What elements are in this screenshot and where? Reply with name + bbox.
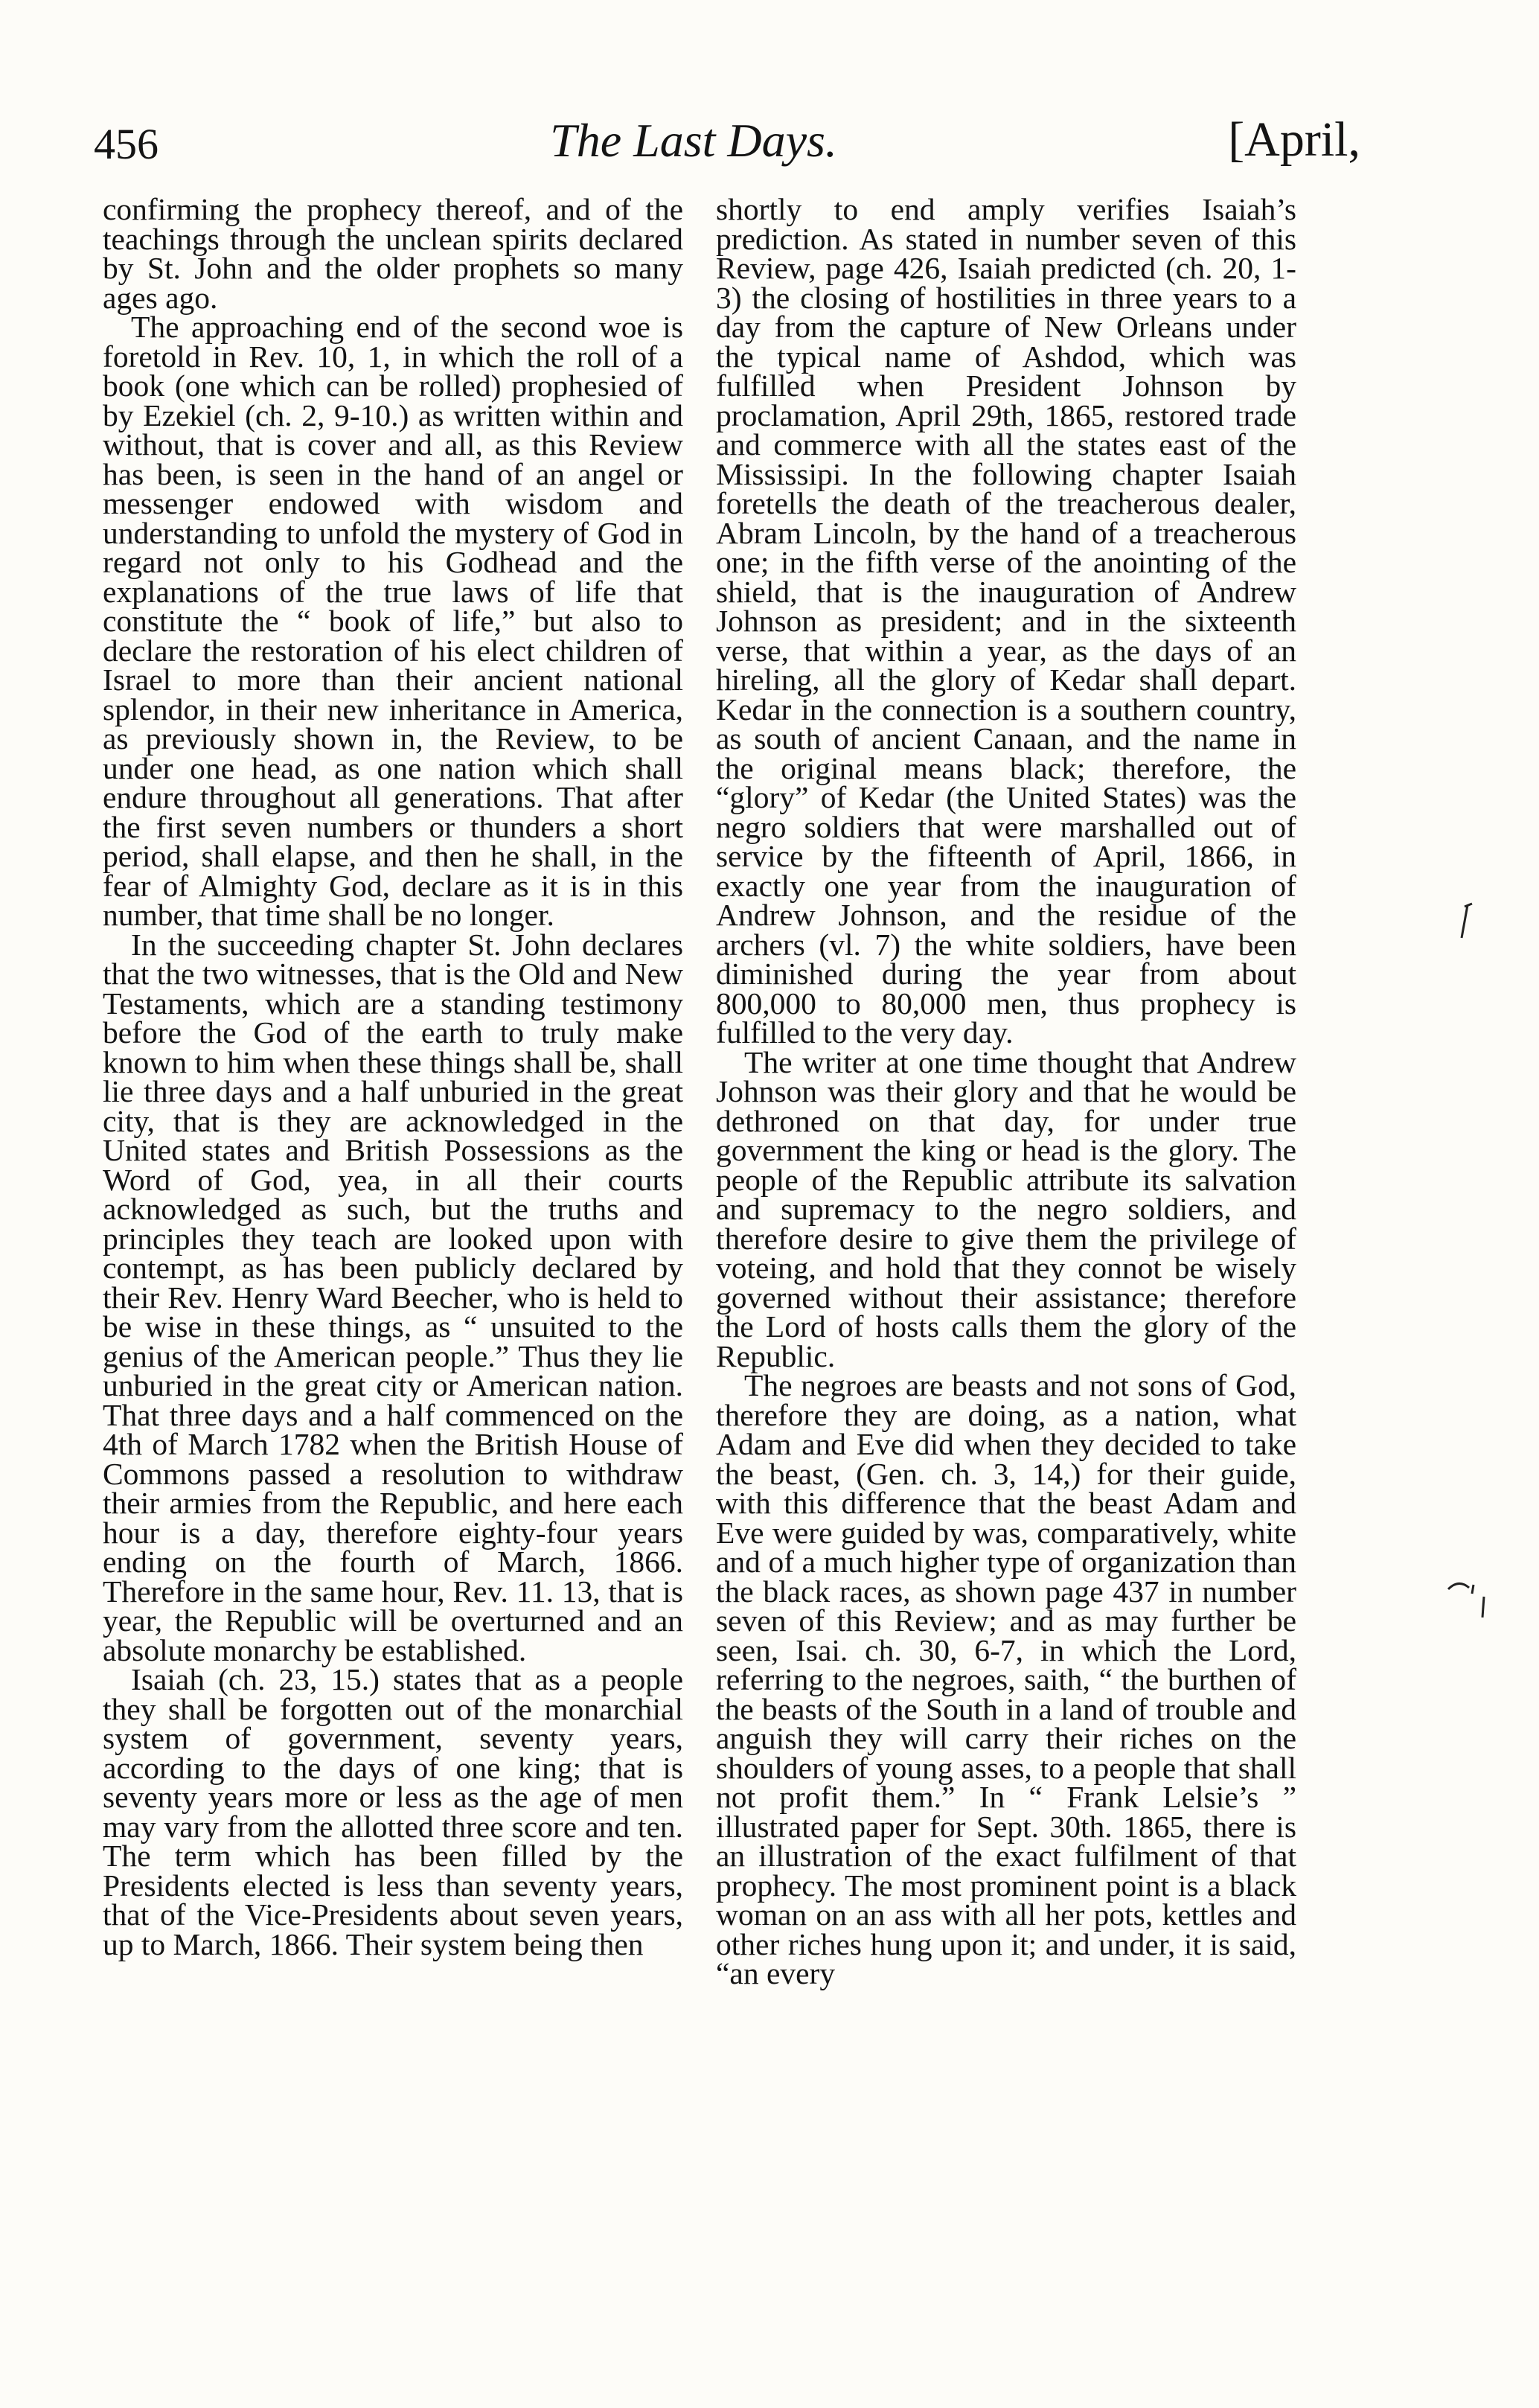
paragraph: confirming the prophecy thereof, and of the teachings through the unclean spirits declared by St. John and the older prophets so many ages ago. [103, 192, 683, 315]
left-column [103, 192, 683, 1961]
right-column [716, 192, 1296, 1990]
paragraph: The writer at one time thought that Andrew Johnson was their glory and that he would be dethroned on that day, for under true government the king or head is the glory. The people of the Republic attribute its salvation and supremacy to the negro soldiers, and therefore desire to give them the privilege of voteing, and hold that they connot be wisely governed without their assistance; therefore the Lord of hosts calls them the glory of the Republic. [716, 1044, 1296, 1373]
margin-pencil-mark [1444, 1574, 1496, 1626]
running-title: The Last Days. [550, 114, 837, 167]
paragraph: The negroes are beasts and not sons of God, therefore they are doing, as a nation, what Adam and Eve did when they decided to take the beast, (Gen. ch. 3, 14,) for their guide, with this difference that the beast Adam and Eve were guided by was, comparatively, white and of a much higher type of organization than the black races, as shown page 437 in number seven of this Review; and as may further be seen, Isai. ch. 30, 6-7, in which the Lord, referring to the negroes, saith, “ the burthen of the beasts of the South in a land of trouble and anguish they will carry their riches on the shoulders of young asses, to a people that shall not profit them.” In “ Frank Lelsie’s ” illustrated paper for Sept. 30th. 1865, there is an illustration of the exact fulfilment of that prophecy. The most prominent point is a black woman on an ass with all her pots, kettles and other riches hung upon it; and under, it is said, “an every [716, 1368, 1296, 1990]
page-header [94, 112, 1360, 179]
margin-pencil-mark [1451, 901, 1481, 945]
paragraph: Isaiah (ch. 23, 15.) states that as a people they shall be forgotten out of the monarchial system of government, seventy years, according to the days of one king; that is seventy years more or less as the age of men may vary from the allotted three score and ten. The term which has been filled by the Presidents elected is less than seventy years, that of the Vice-Presidents about seven years, up to March, 1866. Their system being then [103, 1662, 683, 1961]
paragraph: shortly to end amply verifies Isaiah’s prediction. As stated in number seven of this Review, page 426, Isaiah predicted (ch. 20, 1-3) the closing of hostilities in three years to a day from the capture of New Orleans under the typical name of Ashdod, which was fulfilled when President Johnson by proclamation, April 29th, 1865, restored trade and commerce with all the states east of the Mississipi. In the following chapter Isaiah foretells the death of the treacherous dealer, Abram Lincoln, by the hand of a treacherous one; in the fifth verse of the anointing of the shield, that is the inauguration of Andrew Johnson as president; and in the sixteenth verse, that within a year, as the days of an hireling, all the glory of Kedar shall depart. Kedar in the connection is a southern country, as south of ancient Canaan, and the name in the original means black; therefore, the “glory” of Kedar (the United States) was the negro soldiers that were marshalled out of service by the fifteenth of April, 1866, in exactly one year from the inauguration of Andrew Johnson, and the residue of the archers (vl. 7) the white soldiers, have been diminished during the year from about 800,000 to 80,000 men, thus prophecy is fulfilled to the very day. [716, 192, 1296, 1050]
page-number: 456 [94, 120, 159, 168]
paragraph: The approaching end of the second woe is foretold in Rev. 10, 1, in which the roll of a book (one which can be rolled) prophesied of by Ezekiel (ch. 2, 9-10.) as written within and without, that is cover and all, as this Review has been, is seen in the hand of an angel or messenger endowed with wisdom and understanding to unfold the mystery of God in regard not only to his Godhead and the explanations of the true laws of life that constitute the “ book of life,” but also to declare the restoration of his elect children of Israel to more than their ancient national splendor, in their new inheritance in America, as previously shown in, the Review, to be under one head, as one nation which shall endure throughout all generations. That after the first seven numbers or thunders a short period, shall elapse, and then he shall, in the fear of Almighty God, declare as it is in this number, that time shall be no longer. [103, 310, 683, 932]
paragraph: In the succeeding chapter St. John declares that the two witnesses, that is the Old and New Testaments, which are a standing testimony before the God of the earth to truly make known to him when these things shall be, shall lie three days and a half unburied in the great city, that is they are acknowledged in the United states and British Possessions as the Word of God, yea, in all their courts acknowledged as such, but the truths and principles they teach are looked upon with contempt, as has been publicly declared by their Rev. Henry Ward Beecher, who is held to be wise in these things, as “ unsuited to the genius of the American people.” Thus they lie unburied in the great city or American nation. That three days and a half commenced on the 4th of March 1782 when the British House of Commons passed a resolution to withdraw their armies from the Republic, and here each hour is a day, therefore eighty-four years ending on the fourth of March, 1866. Therefore in the same hour, Rev. 11. 13, that is year, the Republic will be overturned and an absolute monarchy be established. [103, 927, 683, 1667]
header-month: [April, [1228, 112, 1360, 167]
